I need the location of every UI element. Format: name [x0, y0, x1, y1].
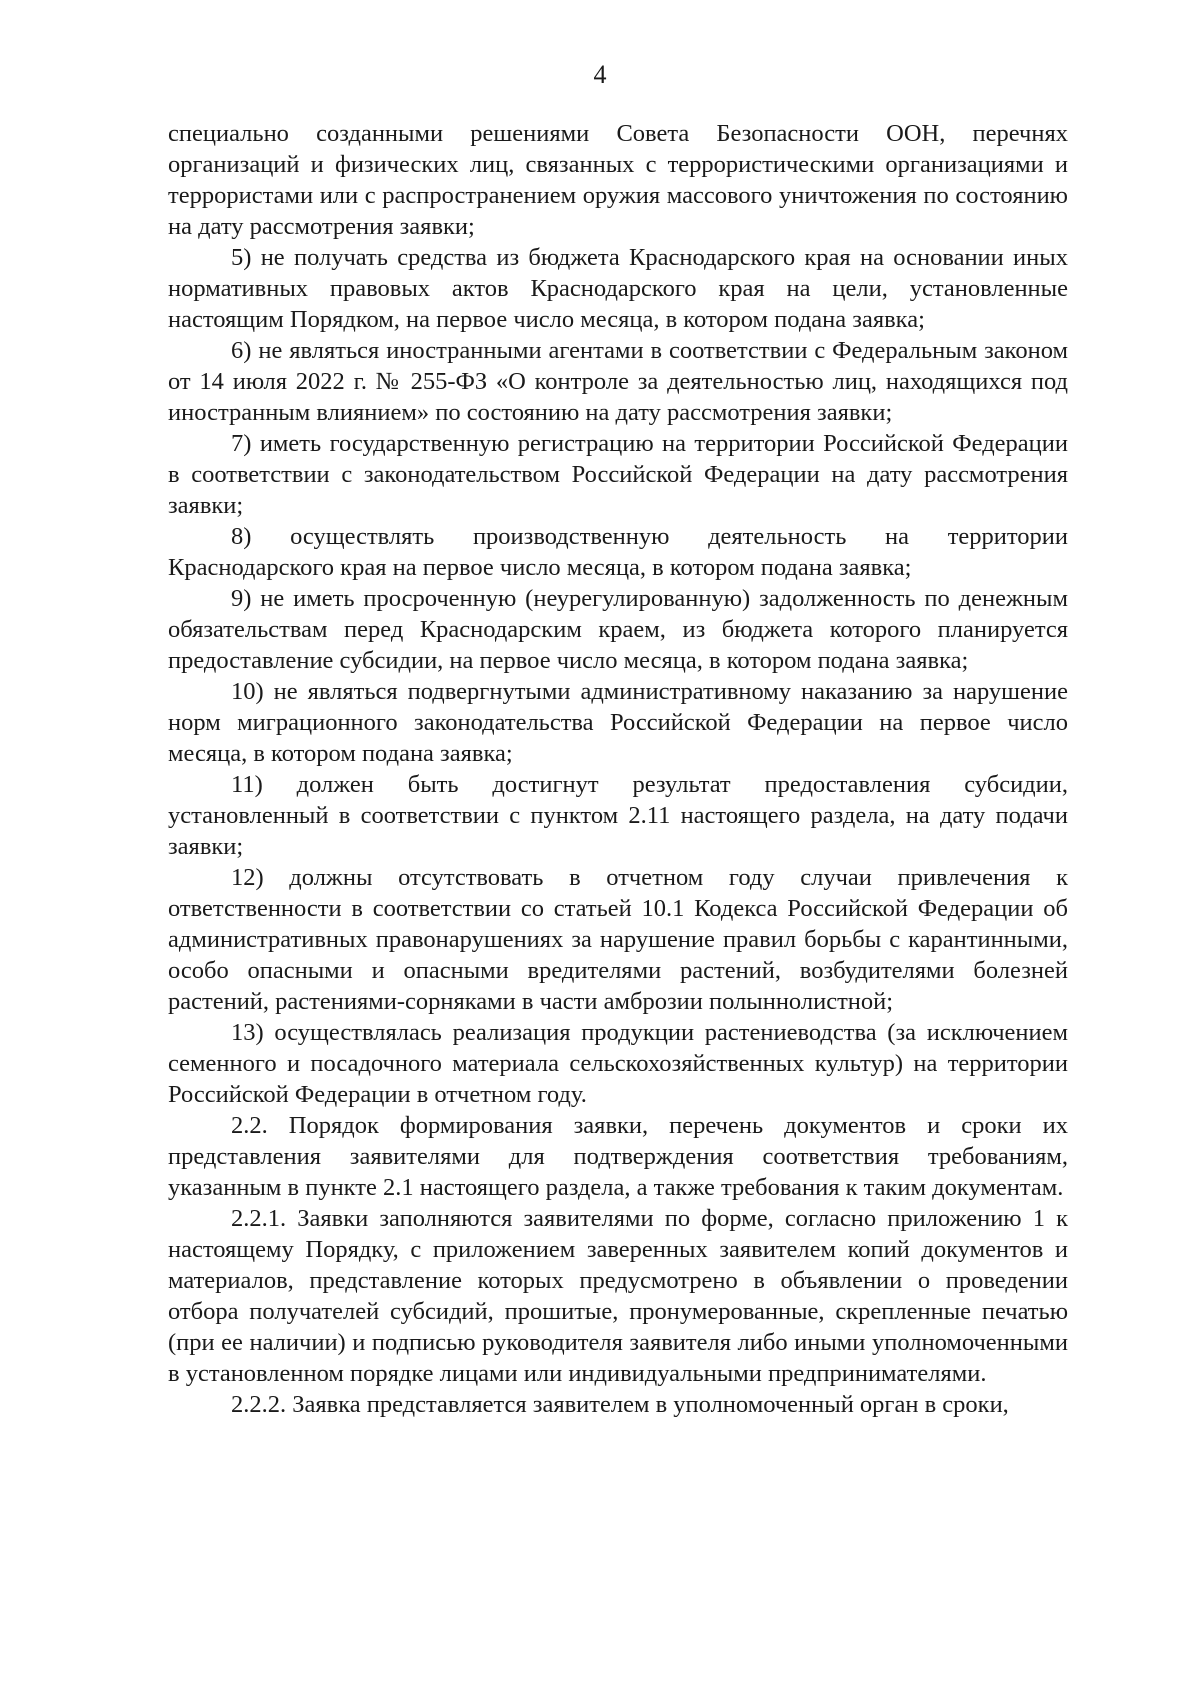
- paragraph-section-2-2: 2.2. Порядок формирования заявки, перечень документов и сроки их представления заявителями для подтверждения соответствия требованиям, указанным в пункте 2.1 настоящего раздела, а также требования к таким документам.: [168, 1112, 1068, 1201]
- paragraph-section-2-2-2: 2.2.2. Заявка представляется заявителем в уполномоченный орган в сроки,: [231, 1391, 1009, 1418]
- paragraph-section-2-2-1: 2.2.1. Заявки заполняются заявителями по форме, согласно приложению 1 к настоящему Порядку, с приложением заверенных заявителем копий документов и материалов, представление которых предусмотрено в объявлении о проведении отбора получателей субсидий, прошитые, пронумерованные, скрепленные печатью (при ее наличии) и подписью руководителя заявителя либо иными уполномоченными в установленном порядке лицами или индивидуальными предпринимателями.: [168, 1205, 1068, 1387]
- paragraph-item-10: 10) не являться подвергнутыми административному наказанию за нарушение норм миграционного законодательства Российской Федерации на первое число месяца, в котором подана заявка;: [168, 678, 1068, 767]
- paragraph-item-7: 7) иметь государственную регистрацию на территории Российской Федерации в соответствии с законодательством Российской Федерации на дату рассмотрения заявки;: [168, 430, 1068, 519]
- paragraph-continuation: специально созданными решениями Совета Безопасности ООН, перечнях организаций и физических лиц, связанных с террористическими организациями и террористами или с распространением оружия массового уничтожения по состоянию на дату рассмотрения заявки;: [168, 120, 1068, 240]
- paragraph-item-13: 13) осуществлялась реализация продукции растениеводства (за исключением семенного и посадочного материала сельскохозяйственных культур) на территории Российской Федерации в отчетном году.: [168, 1019, 1068, 1108]
- paragraph-item-12: 12) должны отсутствовать в отчетном году случаи привлечения к ответственности в соответствии со статьей 10.1 Кодекса Российской Федерации об административных правонарушениях за нарушение правил борьбы с карантинными, особо опасными и опасными вредителями растений, возбудителями болезней растений, растениями-сорняками в части амброзии полыннолистной;: [168, 864, 1068, 1015]
- paragraph-item-5: 5) не получать средства из бюджета Краснодарского края на основании иных нормативных правовых актов Краснодарского края на цели, установленные настоящим Порядком, на первое число месяца, в котором подана заявка;: [168, 244, 1068, 333]
- paragraph-item-6: 6) не являться иностранными агентами в соответствии с Федеральным законом от 14 июля 2022 г. № 255-ФЗ «О контроле за деятельностью лиц, находящихся под иностранным влиянием» по состоянию на дату рассмотрения заявки;: [168, 337, 1068, 426]
- paragraph-item-11: 11) должен быть достигнут результат предоставления субсидии, установленный в соответствии с пунктом 2.11 настоящего раздела, на дату подачи заявки;: [168, 771, 1068, 860]
- paragraph-item-8: 8) осуществлять производственную деятельность на территории Краснодарского края на первое число месяца, в котором подана заявка;: [168, 523, 1068, 581]
- page-number: 4: [593, 60, 607, 89]
- paragraph-item-9: 9) не иметь просроченную (неурегулированную) задолженность по денежным обязательствам перед Краснодарским краем, из бюджета которого планируется предоставление субсидии, на первое число месяца, в котором подана заявка;: [168, 585, 1068, 674]
- document-body: [168, 118, 1068, 1420]
